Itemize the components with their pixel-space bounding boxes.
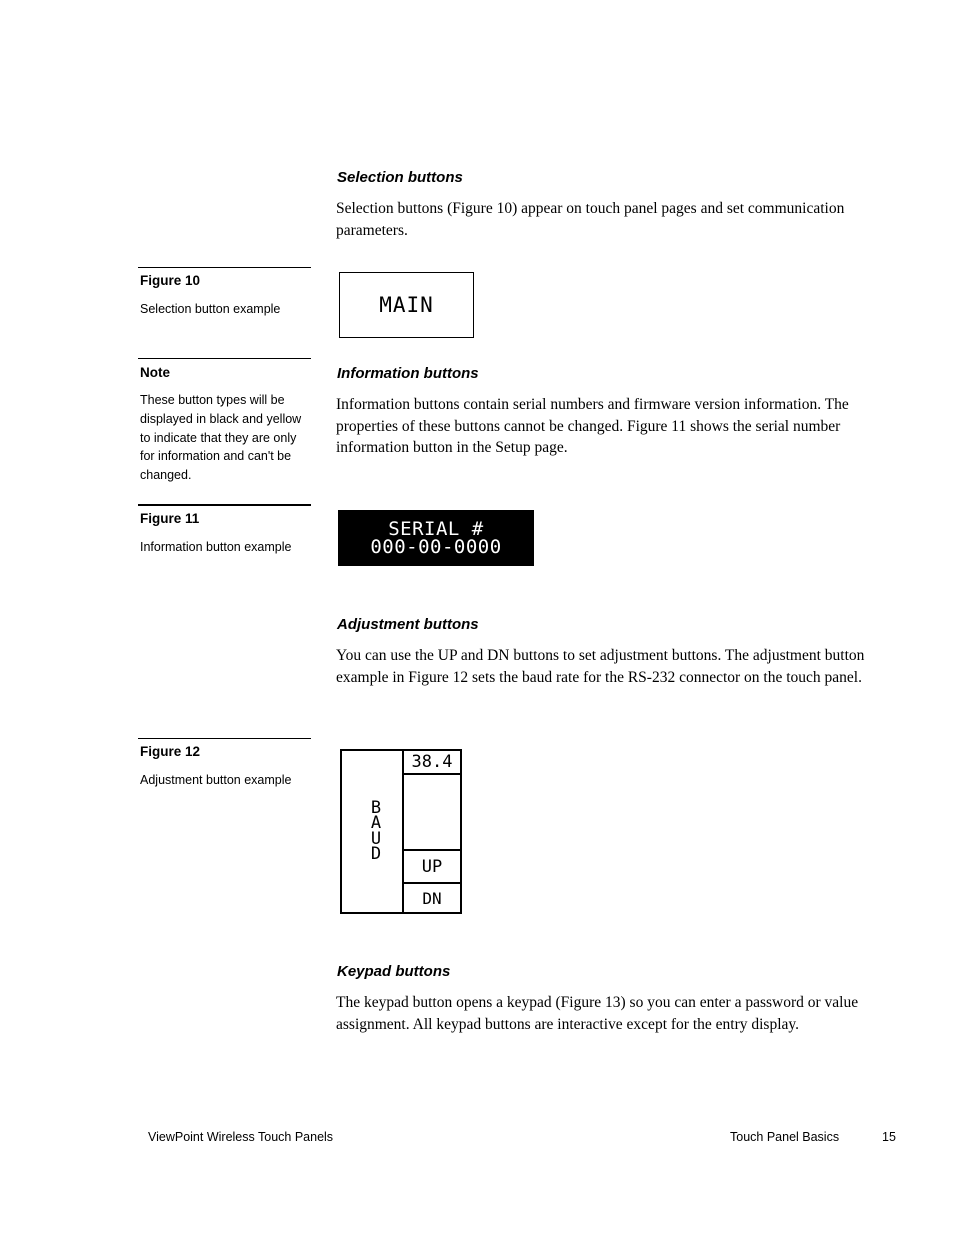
dn-button [404,884,460,912]
serial-line2: 000-00-0000 [370,536,502,558]
baud-letter: U [370,828,382,849]
fig12-caption: Adjustment button example [140,773,292,787]
adjustment-body: You can use the UP and DN buttons to set adjustment buttons. The adjustment button example in Figure 12 sets the baud rate for the RS-232 connector on the touch panel. [336,647,865,686]
adjustment-heading: Adjustment buttons [337,616,479,633]
keypad-heading: Keypad buttons [337,963,451,980]
baud-label-column [342,751,404,912]
up-button [404,851,460,884]
baud-letter: A [370,813,382,833]
information-body: Information buttons contain serial numbers and firmware version information. The properties of these buttons cannot be changed. Figure 11 shows the serial number information button in the Setup page. [336,396,849,457]
baud-value-display [404,751,460,775]
serial-line1: SERIAL # [388,518,484,540]
baud-vertical-label [370,797,382,864]
baud-letter: B [370,797,382,818]
fig10-label: Figure 10 [140,273,201,288]
main-selection-button [339,272,474,338]
footer-doc-title: ViewPoint Wireless Touch Panels [148,1130,334,1144]
fig10-rule [138,267,311,268]
serial-info-button [338,510,534,566]
keypad-body: The keypad button opens a keypad (Figure 13) so you can enter a password or value assignment. All keypad buttons are interactive except for the entry display. [336,994,859,1033]
fig11-caption: Information button example [140,540,292,554]
selection-heading: Selection buttons [337,169,463,186]
selection-body: Selection buttons (Figure 10) appear on touch panel pages and set communication parameters. [336,200,845,239]
fig10-caption: Selection button example [140,302,281,316]
note-rule [138,358,311,359]
fig12-label: Figure 12 [140,744,201,759]
main-button-label: MAIN [379,293,434,317]
note-text: These button types will be displayed in black and yellow to indicate that they are only for information and can't be changed. [140,393,302,483]
baud-value: 38.4 [411,752,453,772]
footer-section-title: Touch Panel Basics [730,1130,840,1144]
fig12-rule [138,738,311,739]
fig11-label: Figure 11 [140,511,200,526]
footer-page-number: 15 [882,1130,896,1144]
baud-blank-area [404,775,460,851]
note-label: Note [140,365,170,380]
dn-button-label: DN [422,888,442,908]
up-button-label: UP [421,856,443,877]
baud-adjustment-widget [340,749,462,914]
fig11-rule [138,504,311,506]
information-heading: Information buttons [337,365,479,382]
baud-letter: D [370,844,382,864]
